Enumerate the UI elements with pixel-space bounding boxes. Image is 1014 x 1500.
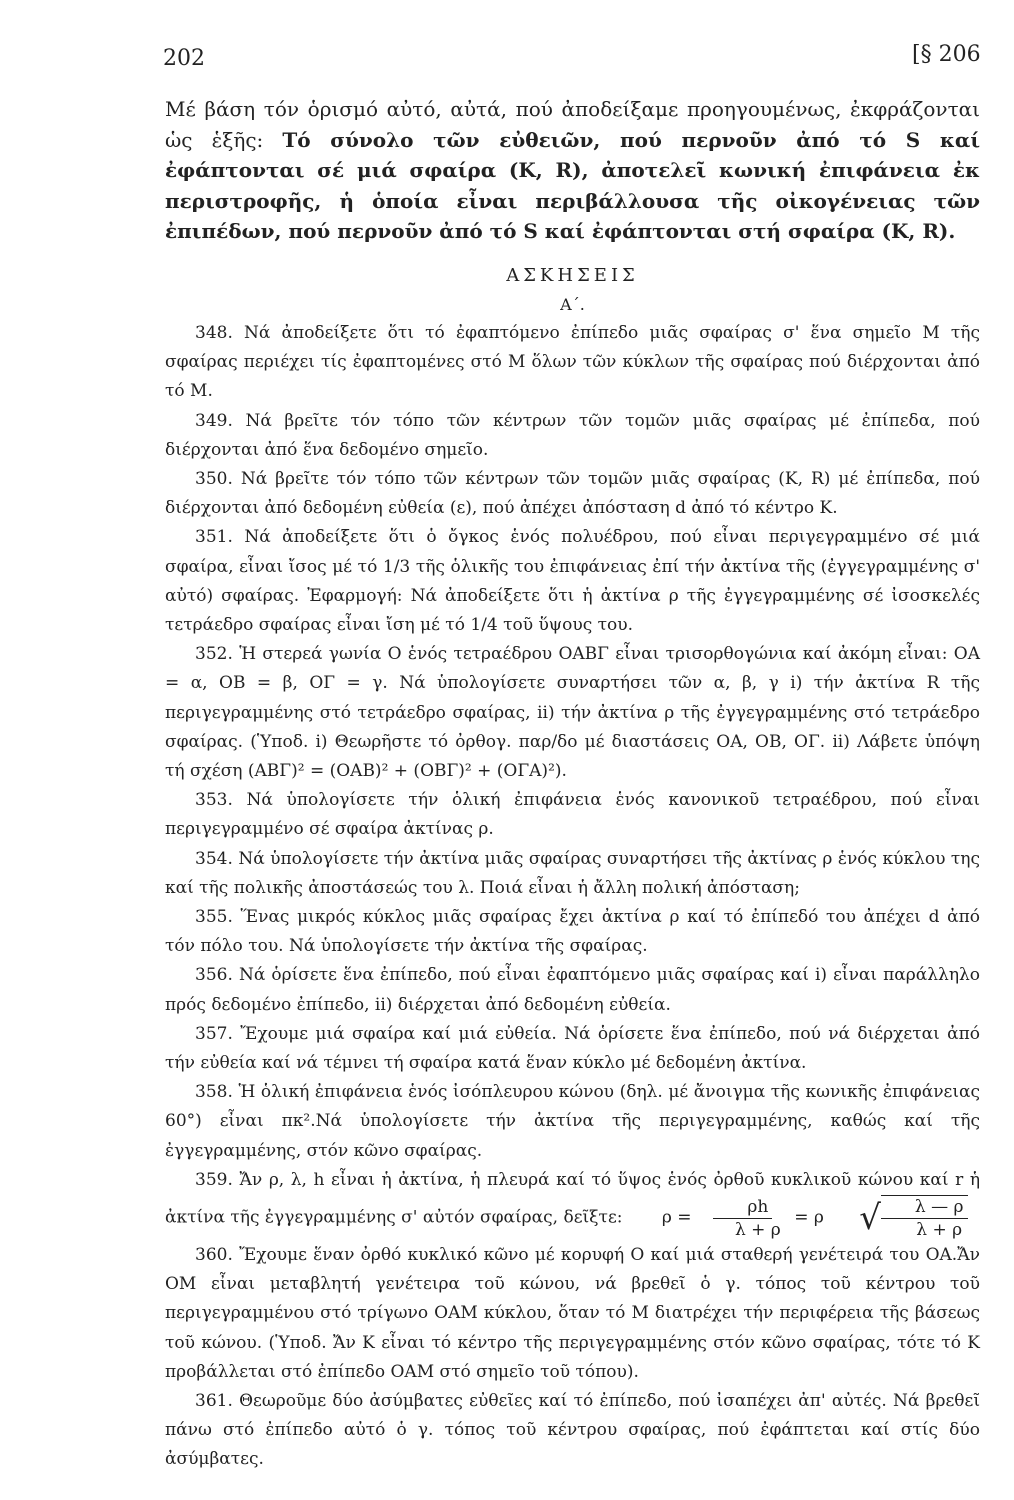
exercise-359 <box>165 1166 980 1241</box>
exercise-number: 357. <box>195 1023 233 1044</box>
exercise-list-b <box>165 1241 980 1475</box>
exercise-number: 355. <box>195 906 233 927</box>
exercise-item <box>165 903 980 961</box>
exercises-heading: ΑΣΚΗΣΕΙΣ <box>506 264 639 286</box>
fraction-2-numerator: λ — ρ <box>881 1196 968 1219</box>
formula-equals: = ρ <box>794 1207 824 1228</box>
intro-bold-statement: Τό σύνολο τῶν εὐθειῶν, πού περνοῦν ἀπό τό S καί ἐφάπτονται σέ μιά σφαίρα (Κ, R), ἀποτελεῖ κωνική ἐπιφάνεια ἐκ περιστροφῆς, ἡ ὁποία εἶναι περιβάλλουσα τῆς οἰκογένειας τῶν ἐπιπέδων, πού περνοῦν ἀπό τό S καί ἐφάπτονται στή σφαίρα (Κ, R). <box>165 127 980 243</box>
intro-lead-text: Μέ βάση τόν ὁρισμό αὐτό, αὐτά, πού ἀποδείξαμε προηγουμένως, ἐκφράζονται ὡς ἑξῆς: <box>165 97 980 152</box>
exercise-item <box>165 845 980 903</box>
exercise-text: Νά ὑπολογίσετε τήν ὁλική ἐπιφάνεια ἑνός κανονικοῦ τετραέδρου, πού εἶναι περιγεγραμμένο σέ σφαίρα ἀκτίνας ρ. <box>165 790 981 840</box>
exercise-item <box>165 523 980 640</box>
radical-sign-icon: √ <box>859 1198 881 1238</box>
exercise-text: Ἔχουμε μιά σφαίρα καί μιά εὐθεία. Νά ὁρίσετε ἕνα ἐπίπεδο, πού νά διέρχεται ἀπό τήν εὐθεία καί νά τέμνει τή σφαίρα κατά ἕναν κύκλο μέ δεδομένη ἀκτίνα. <box>165 1023 980 1073</box>
exercise-text: Νά ὁρίσετε ἕνα ἐπίπεδο, πού εἶναι ἐφαπτόμενο μιᾶς σφαίρας καί i) εἶναι παράλληλο πρός δεδομένο ἐπίπεδο, ii) διέρχεται ἀπό δεδομένη εὐθεία. <box>165 965 981 1015</box>
exercise-item <box>165 1020 980 1078</box>
exercise-number: 358. <box>195 1082 233 1103</box>
exercise-number: 349. <box>195 410 233 431</box>
formula-lhs: ρ = <box>661 1207 692 1228</box>
exercise-text: Ἔχουμε ἕναν ὀρθό κυκλικό κῶνο μέ κορυφή Ο καί μιά σταθερή γενέτειρά του ΟΑ.Ἄν ΟΜ εἶναι μεταβλητή γενέτειρα τοῦ κώνου, νά βρεθεῖ ὁ γ. τόπος τοῦ κέντρου τοῦ περιγεγραμμένου στό τρίγωνο ΟΑΜ κύκλου, ὅταν τό Μ διατρέχει τήν περιφέρεια τῆς βάσεως τοῦ κώνου. (Ὑποδ. Ἄν Κ εἶναι τό κέντρο τῆς περιγεγραμμένης στόν κῶνο σφαίρας, τότε τό Κ προβάλλεται στό ἐπίπεδο ΟΑΜ στό σημεῖο τοῦ τόπου). <box>165 1245 980 1382</box>
exercise-item <box>165 1241 980 1387</box>
exercise-number: 353. <box>195 790 233 811</box>
page-content <box>165 94 980 1475</box>
exercise-number: 356. <box>195 965 233 986</box>
exercise-number: 348. <box>195 322 233 343</box>
exercise-number: 361. <box>195 1391 233 1412</box>
exercise-item <box>165 319 980 407</box>
exercise-number: 354. <box>195 848 233 869</box>
exercise-number: 359. <box>195 1169 233 1190</box>
intro-paragraph <box>165 94 980 247</box>
exercise-item <box>165 786 980 844</box>
exercise-number: 351. <box>195 527 233 548</box>
exercise-text: Ἕνας μικρός κύκλος μιᾶς σφαίρας ἔχει ἀκτίνα ρ καί τό ἐπίπεδό του ἀπέχει d ἀπό τόν πόλο του. Νά ὑπολογίσετε τήν ἀκτίνα τῆς σφαίρας. <box>165 906 981 957</box>
exercise-item <box>165 1078 980 1166</box>
exercise-item <box>165 961 980 1019</box>
exercise-text: Νά ὑπολογίσετε τήν ἀκτίνα μιᾶς σφαίρας συναρτήσει τῆς ἀκτίνας ρ ἑνός κύκλου της καί τῆς πολικῆς ἀποστάσεώς του λ. Ποιά εἶναι ἡ ἄλλη πολική ἀπόσταση; <box>165 848 980 898</box>
exercise-text: Νά βρεῖτε τόν τόπο τῶν κέντρων τῶν τομῶν μιᾶς σφαίρας (Κ, R) μέ ἐπίπεδα, πού διέρχονται ἀπό δεδομένη εὐθεία (ε), πού ἀπέχει ἀπόσταση d ἀπό τό κέντρο Κ. <box>165 468 980 519</box>
page-header <box>0 0 1014 90</box>
exercise-text: Ἄν ρ, λ, h εἶναι ἡ ἀκτίνα, ἡ πλευρά καί τό ὕψος ἑνός ὀρθοῦ κυκλικοῦ κώνου καί r ἡ ἀκτίνα τῆς ἐγγεγραμμένης σ' αὐτόν σφαίρας, δεῖξτε: <box>165 1169 981 1228</box>
exercise-text: Νά ἀποδείξετε ὅτι ὁ ὄγκος ἑνός πολυέδρου, πού εἶναι περιγεγραμμένο σέ μιά σφαίρα, εἶναι ἴσος μέ τό 1/3 τῆς ὁλικῆς του ἐπιφάνειας ἐπί τήν ἀκτίνα τῆς (ἐγγεγραμμένης σ' αὐτό) σφαίρας. Ἐφαρμογή: Νά ἀποδείξετε ὅτι ἡ ἀκτίνα ρ τῆς ἐγγεγραμμένης σέ ἰσοσκελές τετράεδρο σφαίρας εἶναι ἴση μέ τό 1/4 τοῦ ὕψους του. <box>165 527 981 635</box>
exercise-text: Νά ἀποδείξετε ὅτι τό ἐφαπτόμενο ἐπίπεδο μιᾶς σφαίρας σ' ἕνα σημεῖο Μ τῆς σφαίρας περιέχει τίς ἐφαπτομένες στό Μ ὅλων τῶν κύκλων τῆς σφαίρας πού διέρχονται ἀπό τό Μ. <box>165 322 981 402</box>
exercise-number: 350. <box>195 468 233 489</box>
formula-359 <box>632 1195 968 1241</box>
exercise-text: Ἡ ὁλική ἐπιφάνεια ἑνός ἰσόπλευρου κώνου (δηλ. μέ ἄνοιγμα τῆς κωνικῆς ἐπιφάνειας 60°) εἶναι πκ².Νά ὑπολογίσετε τήν ἀκτίνα τῆς περιγεγραμμένης, καθώς καί τῆς ἐγγεγραμμένης, στόν κῶνο σφαίρας. <box>165 1082 980 1161</box>
exercise-text: Νά βρεῖτε τόν τόπο τῶν κέντρων τῶν τομῶν μιᾶς σφαίρας μέ ἐπίπεδα, πού διέρχονται ἀπό ἕνα δεδομένο σημεῖο. <box>165 410 981 460</box>
section-reference: [§ 206 <box>912 42 981 67</box>
exercise-list-a <box>165 319 980 1166</box>
exercise-text: Θεωροῦμε δύο ἀσύμβατες εὐθεῖες καί τό ἐπίπεδο, πού ἰσαπέχει ἀπ' αὐτές. Νά βρεθεῖ πάνω στό ἐπίπεδο αὐτό ὁ γ. τόπος τοῦ κέντρου σφαίρας, πού ἐφάπτεται καί στίς δύο ἀσύμβατες. <box>165 1391 980 1470</box>
page-number: 202 <box>163 46 205 71</box>
fraction-1-numerator: ρh <box>713 1196 772 1219</box>
exercise-number: 352. <box>195 644 233 665</box>
exercise-item <box>165 640 980 786</box>
square-root <box>829 1195 967 1241</box>
fraction-2-denominator: λ + ρ <box>916 1220 963 1240</box>
radicand-fraction <box>881 1195 968 1241</box>
exercise-item <box>165 407 980 465</box>
fraction-1-denominator: λ + ρ <box>734 1219 781 1240</box>
exercise-number: 360. <box>195 1245 233 1265</box>
exercise-item <box>165 465 980 523</box>
exercise-item <box>165 1387 980 1475</box>
fraction-1 <box>701 1196 785 1241</box>
exercises-subheading: Α΄. <box>560 294 585 314</box>
exercise-text: Ἡ στερεά γωνία Ο ἑνός τετραέδρου ΟΑΒΓ εἶναι τρισορθογώνια καί ἀκόμη εἶναι: ΟΑ = α, ΟΒ = β, ΟΓ = γ. Νά ὑπολογίσετε συναρτήσει τῶν α, β, γ i) τήν ἀκτίνα R τῆς περιγεγραμμένης στό τετράεδρο σφαίρας, ii) τήν ἀκτίνα ρ τῆς ἐγγεγραμμένης στό τετράεδρο σφαίρας. (Ὑποδ. i) Θεωρῆστε τό ὀρθογ. παρ/δο μέ διαστάσεις ΟΑ, ΟΒ, ΟΓ. ii) Λάβετε ὑπόψη τή σχέση (ΑΒΓ)² = (ΟΑΒ)² + (ΟΒΓ)² + (ΟΓΑ)²). <box>165 644 980 781</box>
